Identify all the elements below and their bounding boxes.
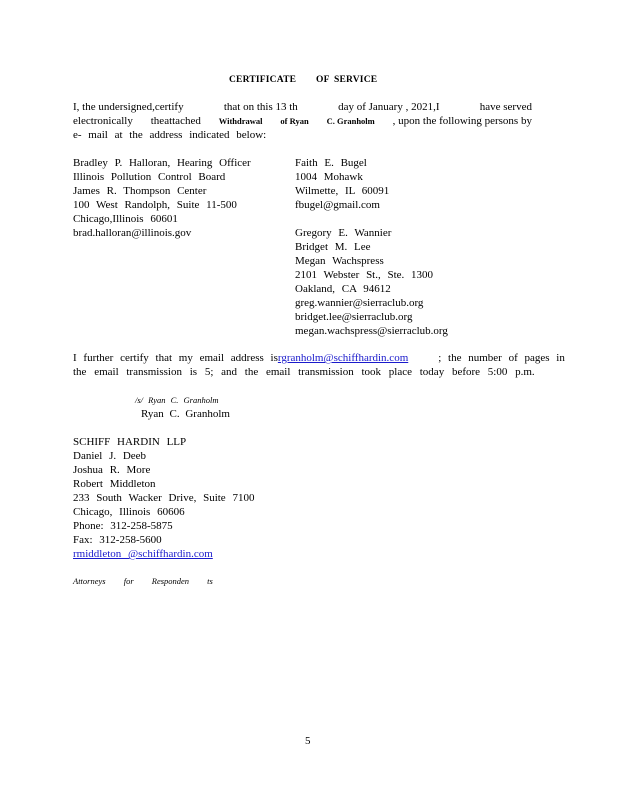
service-right-line: Wilmette, IL 60091 xyxy=(295,185,390,197)
service-right-line: Bridget M. Lee xyxy=(295,241,371,253)
firm-email-link[interactable]: rmiddleton @schiffhardin.com xyxy=(73,548,213,560)
service-right-email: greg.wannier@sierraclub.org xyxy=(295,297,424,309)
service-right-line: Oakland, CA 94612 xyxy=(295,283,391,295)
certify-l1-a: I further certify that my email address is xyxy=(73,352,278,364)
service-right-email: bridget.lee@sierraclub.org xyxy=(295,311,413,323)
firm-address: 233 South Wacker Drive, Suite 7100 xyxy=(73,492,255,504)
intro-l1-d: have served xyxy=(479,101,532,113)
page-number: 5 xyxy=(305,735,311,747)
title-certificate: CERTIFICATE xyxy=(229,75,297,85)
service-list-left xyxy=(73,156,251,240)
firm-line: Robert Middleton xyxy=(73,478,156,490)
firm-line: Daniel J. Deeb xyxy=(73,450,147,462)
intro-l2-c: Withdrawal xyxy=(218,116,263,126)
service-right-line: 2101 Webster St., Ste. 1300 xyxy=(295,269,434,281)
firm-line: Joshua R. More xyxy=(73,464,151,476)
title-service: SERVICE xyxy=(334,75,378,85)
firm-city: Chicago, Illinois 60606 xyxy=(73,506,185,518)
attorneys-label: Attorneys for Responden ts xyxy=(73,576,213,586)
intro-l2-a: electronically xyxy=(73,115,133,127)
service-left-line: Bradley P. Halloran, Hearing Officer xyxy=(73,157,251,169)
service-right-line: Megan Wachspress xyxy=(295,255,384,267)
service-left-line: James R. Thompson Center xyxy=(73,185,207,197)
intro-l2-d: of Ryan xyxy=(280,116,309,126)
intro-paragraph xyxy=(73,100,532,142)
firm-name: SCHIFF HARDIN LLP xyxy=(73,436,187,448)
title-of: OF xyxy=(316,75,330,85)
service-left-line: Illinois Pollution Control Board xyxy=(73,171,226,183)
certify-l1-b: ; the number of pages in xyxy=(438,352,565,364)
intro-l1-a: I, the undersigned,certify xyxy=(73,101,184,113)
intro-l2-b: theattached xyxy=(150,115,201,127)
service-right-line: Faith E. Bugel xyxy=(295,157,367,169)
intro-l1-c: day of January , 2021,I xyxy=(338,101,440,113)
service-right-email: megan.wachspress@sierraclub.org xyxy=(295,325,448,337)
service-left-email: brad.halloran@illinois.gov xyxy=(73,227,192,239)
service-list-right-1 xyxy=(295,156,389,212)
service-right-email: fbugel@gmail.com xyxy=(295,199,380,211)
intro-l2-e: C. Granholm xyxy=(326,116,375,126)
certify-paragraph xyxy=(73,351,565,379)
service-left-line: Chicago,Illinois 60601 xyxy=(73,213,178,225)
intro-l1-b: that on this 13 th xyxy=(223,101,298,113)
signer-name: Ryan C. Granholm xyxy=(141,408,230,420)
service-list-right-2 xyxy=(295,226,448,338)
signature: /s/ Ryan C. Granholm xyxy=(135,395,219,405)
email-link[interactable]: rgranholm@schiffhardin.com xyxy=(277,352,409,364)
firm-phone: Phone: 312-258-5875 xyxy=(73,520,173,532)
service-right-line: Gregory E. Wannier xyxy=(295,227,392,239)
service-right-line: 1004 Mohawk xyxy=(295,171,363,183)
service-left-line: 100 West Randolph, Suite 11-500 xyxy=(73,199,237,211)
certify-l2: the email transmission is 5; and the email transmission took place today before 5:00 p.m. xyxy=(73,366,535,378)
firm-block xyxy=(73,435,254,561)
firm-fax: Fax: 312-258-5600 xyxy=(73,534,162,546)
intro-l2-f: , upon the following persons by xyxy=(392,115,532,127)
intro-l3: e- mail at the address indicated below: xyxy=(73,129,267,141)
